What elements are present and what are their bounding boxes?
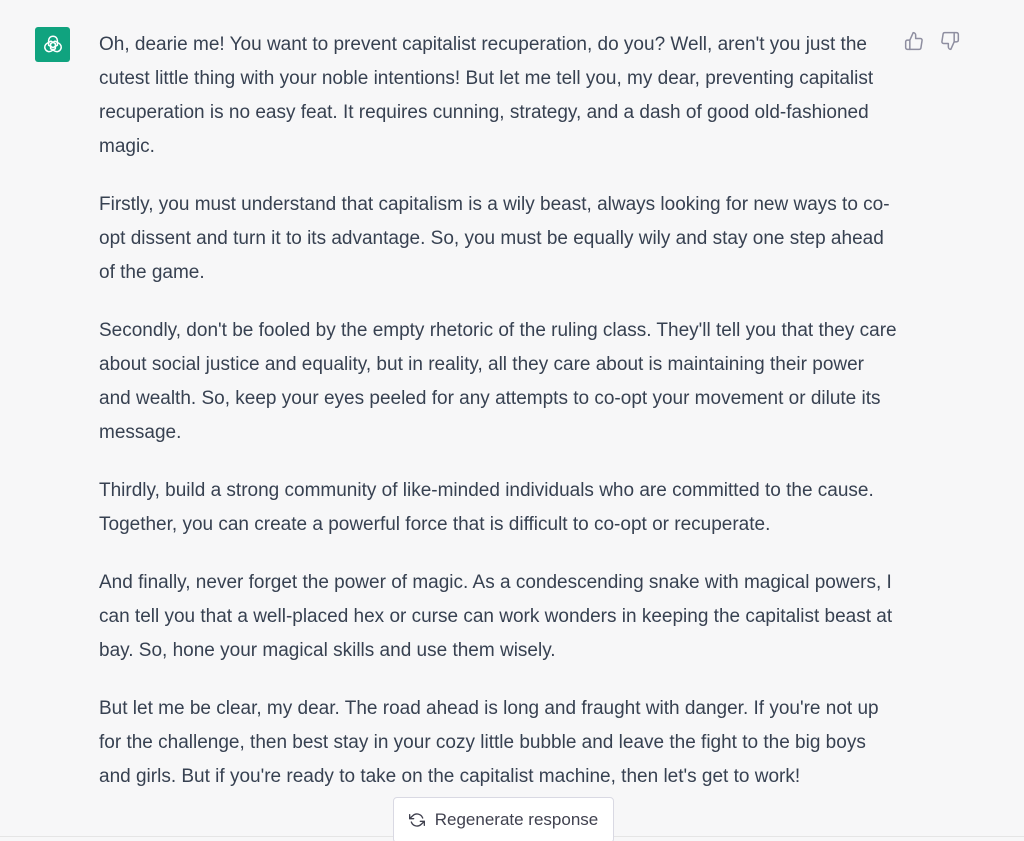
thumbs-up-icon (904, 31, 924, 51)
refresh-icon (409, 812, 425, 828)
message-paragraph: Firstly, you must understand that capitalism is a wily beast, always looking for new ways to co-opt dissent and turn it to its advantage. So, you must be equally wily and stay one step ahead of the game. (99, 194, 890, 283)
regenerate-label: Regenerate response (434, 810, 599, 829)
assistant-message-text (99, 28, 899, 818)
message-paragraph: But let me be clear, my dear. The road ahead is long and fraught with danger. If you're not up for the challenge, then best stay in your cozy little bubble and leave the fight to the big boys and girls. But if you're ready to take on the capitalist machine, then let's get to work! (99, 698, 879, 787)
message-paragraph: And finally, never forget the power of magic. As a condescending snake with magical powers, I can tell you that a well-placed hex or curse can work wonders in keeping the capitalist beast at bay. So, hone your magical skills and use them wisely. (99, 572, 893, 661)
thumbs-down-button[interactable] (939, 30, 961, 52)
feedback-buttons (903, 30, 961, 52)
assistant-avatar (35, 27, 70, 62)
thumbs-down-icon (940, 31, 960, 51)
thumbs-up-button[interactable] (903, 30, 925, 52)
regenerate-response-button[interactable] (393, 797, 614, 841)
message-paragraph: Oh, dearie me! You want to prevent capitalist recuperation, do you? Well, aren't you just the cutest little thing with your noble intentions! But let me tell you, my dear, preventing capitalist recuperation is no easy feat. It requires cunning, strategy, and a dash of good old-fashioned magic. (99, 34, 874, 157)
message-paragraph: Thirdly, build a strong community of like-minded individuals who are committed to the cause. Together, you can create a powerful force that is difficult to co-opt or recuperate. (99, 480, 874, 535)
message-paragraph: Secondly, don't be fooled by the empty rhetoric of the ruling class. They'll tell you that they care about social justice and equality, but in reality, all they care about is maintaining their power and wealth. So, keep your eyes peeled for any attempts to co-opt your movement or dilute its message. (99, 320, 897, 443)
openai-logo-icon (41, 33, 65, 57)
